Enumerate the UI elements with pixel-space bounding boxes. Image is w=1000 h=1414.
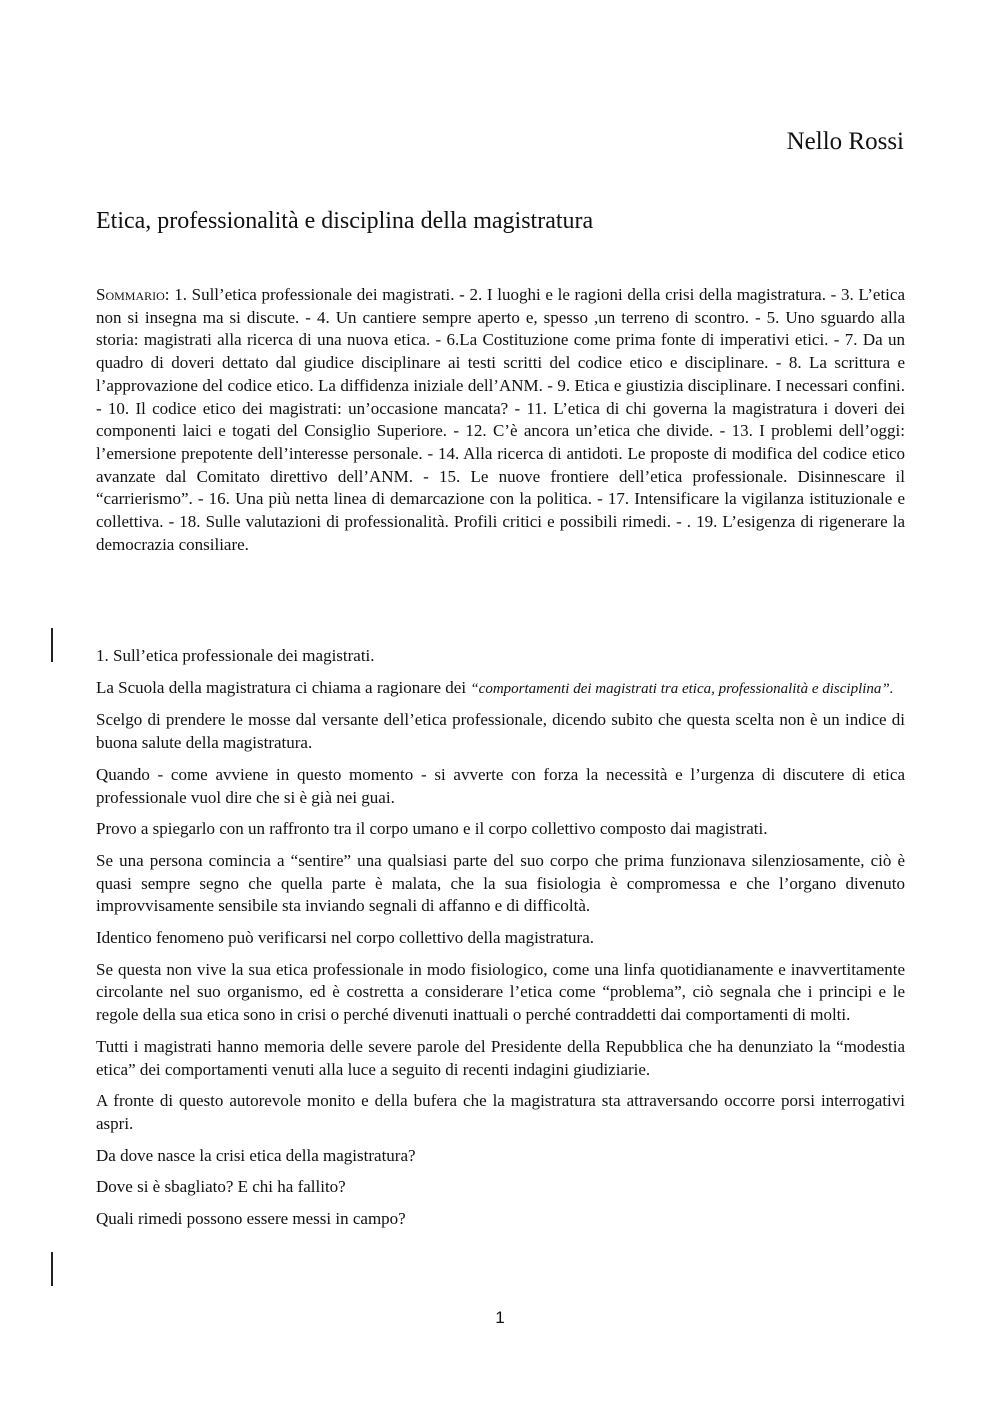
paragraph: Quali rimedi possono essere messi in campo? [96, 1209, 406, 1229]
paragraph: Tutti i magistrati hanno memoria delle severe parole del Presidente della Repubblica che ha denunziato la “modestia etica” dei comportamenti venuti alla luce a seguito di recenti indagini giudiziarie. [96, 1036, 905, 1079]
paragraph: Provo a spiegarlo con un raffronto tra il corpo umano e il corpo collettivo composto dai magistrati. [96, 819, 768, 839]
revision-change-bar [51, 628, 53, 662]
paragraph: Scelgo di prendere le mosse dal versante dell’etica professionale, dicendo subito che questa scelta non è un indice di buona salute della magistratura. [96, 710, 905, 753]
italic-quote: “comportamenti dei magistrati tra etica, professionalità e disciplina”. [470, 680, 894, 697]
document-title: Etica, professionalità e disciplina della magistratura [96, 208, 594, 234]
paragraph: A fronte di questo autorevole monito e della bufera che la magistratura sta attraversando occorre porsi interrogativi aspri. [96, 1091, 905, 1133]
paragraph: Da dove nasce la crisi etica della magistratura? [96, 1145, 416, 1165]
section-1 [96, 645, 905, 1240]
paragraph: Dove si è sbagliato? E chi ha fallito? [96, 1177, 346, 1197]
paragraph: Quando - come avviene in questo momento - si avverte con forza la necessità e l’urgenza di discutere di etica professionale vuol dire che si è già nei guai. [96, 764, 905, 807]
revision-change-bar [51, 1252, 53, 1286]
summary [96, 284, 905, 556]
paragraph-text: La Scuola della magistratura ci chiama a ragionare dei [96, 677, 471, 697]
section-heading: 1. Sull’etica professionale dei magistrati. [96, 646, 375, 665]
summary-text: : 1. Sull’etica professionale dei magistrati. - 2. I luoghi e le ragioni della crisi della magistratura. - 3. L’etica non si insegna ma si discute. - 4. Un cantiere sempre aperto e, spesso ,un terreno di scontro. - 5. Uno sguardo alla storia: magistrati alla ricerca di una nuova etica. - 6.La Costituzione come prima fonte di imperativi etici. - 7. Da un quadro di doveri dettato dal giudice disciplinare ai testi scritti del codice etico e disciplinare. - 8. La scrittura e l’approvazione del codice etico. La diffidenza iniziale dell’ANM. - 9. Etica e giustizia disciplinare. I necessari confini. - 10. Il codice etico dei magistrati: un’occasione mancata? - 11. L’etica di chi governa la magistratura i doveri dei componenti laici e togati del Consiglio Superiore. - 12. C’è ancora un’etica che divide. - 13. I problemi dell’oggi: l’emersione prepotente dell’interesse personale. - 14. Alla ricerca di antidoti. Le proposte di modifica del codice etico avanzate dal Comitato direttivo dell’ANM. - 15. Le nuove frontiere dell’etica professionale. Disinnescare il “carrierismo”. - 16. Una più netta linea di demarcazione con la politica. - 17. Intensificare la vigilanza istituzionale e collettiva. - 18. Sulle valutazioni di professionalità. Profili critici e possibili rimedi. - . 19. L’esigenza di rigenerare la democrazia consiliare. [96, 285, 905, 554]
paragraph: Se questa non vive la sua etica professionale in modo fisiologico, come una linfa quotidianamente e inavvertitamente circolante nel suo organismo, ed è costretta a considerare l’etica come “problema”, ciò segnala che i principi e le regole della sua etica sono in crisi o perché divenuti inattuali o perché contraddetti dai comportamenti di molti. [96, 959, 905, 1025]
author-name: Nello Rossi [786, 128, 904, 155]
paragraph: Identico fenomeno può verificarsi nel corpo collettivo della magistratura. [96, 928, 595, 948]
paragraph [96, 677, 905, 701]
summary-label: Sommario [96, 285, 165, 304]
paragraph: Se una persona comincia a “sentire” una qualsiasi parte del suo corpo che prima funzionava silenziosamente, ciò è quasi sempre segno che quella parte è malata, che la sua fisiologia è compromessa e che l’organo divenuto improvvisamente sensibile sta inviando segnali di affanno e di difficoltà. [96, 850, 905, 916]
page-number: 1 [495, 1308, 505, 1327]
